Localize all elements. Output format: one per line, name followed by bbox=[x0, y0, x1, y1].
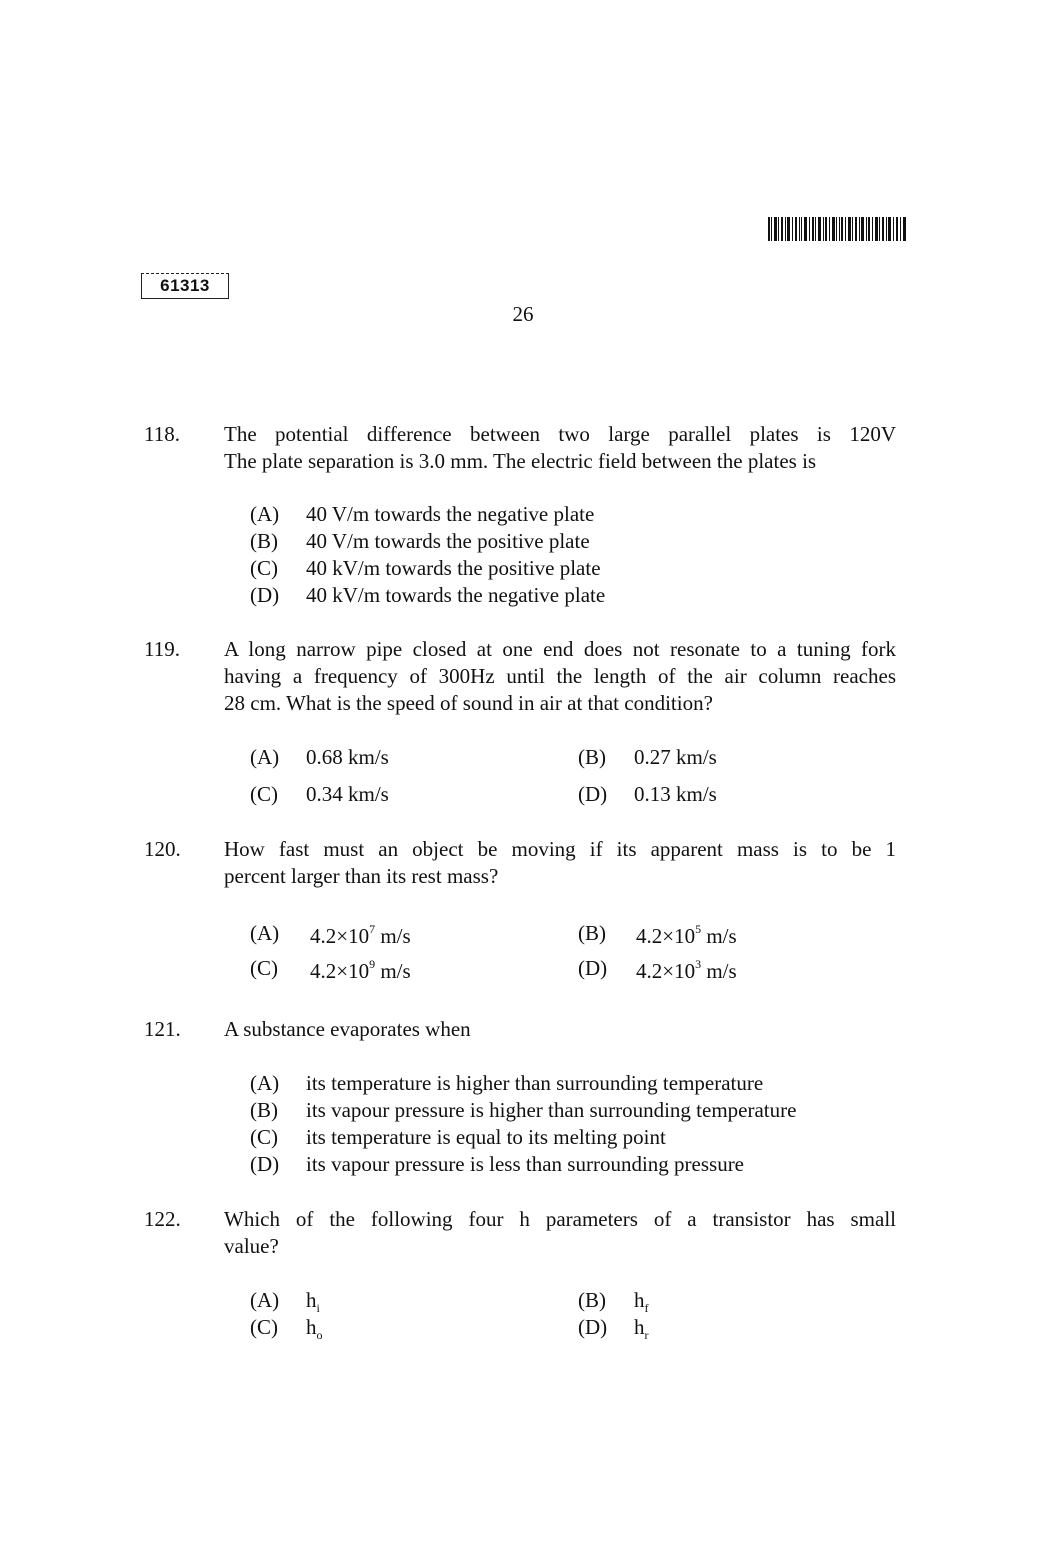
option-text: 40 V/m towards the negative plate bbox=[306, 502, 595, 526]
option-label: (A) bbox=[250, 1071, 280, 1095]
question-line: A substance evaporates when bbox=[224, 1017, 471, 1041]
question-text bbox=[224, 836, 896, 890]
option-label: (C) bbox=[250, 1125, 278, 1149]
param-subscript: i bbox=[316, 1301, 320, 1315]
param-subscript: f bbox=[644, 1301, 649, 1315]
value-exponent: 9 bbox=[369, 957, 376, 971]
option-text: 40 V/m towards the positive plate bbox=[306, 529, 590, 553]
option-text: its vapour pressure is less than surrounding pressure bbox=[306, 1152, 745, 1176]
option-text bbox=[306, 1315, 323, 1340]
param-base: h bbox=[634, 1288, 645, 1312]
option-label: (D) bbox=[578, 782, 608, 806]
option-label: (D) bbox=[578, 956, 608, 980]
question-line: having a frequency of 300Hz until the length of the air column reaches bbox=[224, 664, 896, 688]
question-number: 122. bbox=[144, 1207, 181, 1231]
option-label: (A) bbox=[250, 1288, 280, 1312]
option-label: (B) bbox=[578, 921, 606, 945]
param-base: h bbox=[306, 1315, 317, 1339]
question-line: value? bbox=[224, 1234, 279, 1258]
question-line: 28 cm. What is the speed of sound in air at that condition? bbox=[224, 691, 713, 715]
option-label: (C) bbox=[250, 956, 278, 980]
option-label: (A) bbox=[250, 921, 280, 945]
option-label: (C) bbox=[250, 782, 278, 806]
question-line: The plate separation is 3.0 mm. The electric field between the plates is bbox=[224, 449, 817, 473]
page-number: 26 bbox=[512, 302, 534, 326]
question-line: The potential difference between two large parallel plates is 120V bbox=[224, 422, 896, 446]
question-number: 118. bbox=[144, 422, 180, 446]
option-text bbox=[310, 924, 411, 949]
value-exponent: 7 bbox=[369, 922, 376, 936]
option-label: (B) bbox=[250, 529, 278, 553]
value-base: 4.2×10 bbox=[310, 924, 370, 948]
value-base: 4.2×10 bbox=[310, 959, 370, 983]
option-text: its temperature is equal to its melting point bbox=[306, 1125, 666, 1149]
question-text bbox=[224, 421, 896, 475]
option-label: (B) bbox=[578, 745, 606, 769]
question-line: percent larger than its rest mass? bbox=[224, 864, 499, 888]
value-unit: m/s bbox=[701, 959, 737, 983]
value-base: 4.2×10 bbox=[636, 959, 696, 983]
option-label: (D) bbox=[250, 583, 280, 607]
option-label: (B) bbox=[578, 1288, 606, 1312]
option-label: (A) bbox=[250, 745, 280, 769]
question-line: A long narrow pipe closed at one end does not resonate to a tuning fork bbox=[224, 637, 896, 661]
param-subscript: o bbox=[316, 1328, 323, 1342]
option-label: (C) bbox=[250, 1315, 278, 1339]
option-text: its temperature is higher than surrounding temperature bbox=[306, 1071, 764, 1095]
option-text: 0.34 km/s bbox=[306, 782, 389, 806]
question-line: How fast must an object be moving if its apparent mass is to be 1 bbox=[224, 837, 896, 861]
option-text: 0.13 km/s bbox=[634, 782, 717, 806]
barcode bbox=[768, 217, 906, 241]
question-text bbox=[224, 636, 896, 717]
question-number: 120. bbox=[144, 837, 181, 861]
paper-code: 61313 bbox=[141, 273, 229, 299]
option-text: 40 kV/m towards the positive plate bbox=[306, 556, 601, 580]
option-text: 40 kV/m towards the negative plate bbox=[306, 583, 606, 607]
option-text: 0.68 km/s bbox=[306, 745, 389, 769]
value-unit: m/s bbox=[375, 959, 411, 983]
option-label: (B) bbox=[250, 1098, 278, 1122]
option-text bbox=[306, 1288, 320, 1313]
value-exponent: 3 bbox=[695, 957, 702, 971]
option-text bbox=[310, 959, 411, 984]
option-text bbox=[634, 1315, 649, 1340]
option-text bbox=[636, 924, 737, 949]
option-label: (A) bbox=[250, 502, 280, 526]
value-unit: m/s bbox=[375, 924, 411, 948]
param-subscript: r bbox=[644, 1328, 649, 1342]
option-text: 0.27 km/s bbox=[634, 745, 717, 769]
param-base: h bbox=[634, 1315, 645, 1339]
param-base: h bbox=[306, 1288, 317, 1312]
option-label: (D) bbox=[250, 1152, 280, 1176]
option-text bbox=[634, 1288, 649, 1313]
question-number: 119. bbox=[144, 637, 180, 661]
option-label: (D) bbox=[578, 1315, 608, 1339]
option-label: (C) bbox=[250, 556, 278, 580]
value-unit: m/s bbox=[701, 924, 737, 948]
question-text bbox=[224, 1206, 896, 1260]
question-line: Which of the following four h parameters of a transistor has small bbox=[224, 1207, 896, 1231]
option-text bbox=[636, 959, 737, 984]
value-base: 4.2×10 bbox=[636, 924, 696, 948]
question-text bbox=[224, 1016, 896, 1043]
value-exponent: 5 bbox=[695, 922, 702, 936]
question-number: 121. bbox=[144, 1017, 181, 1041]
option-text: its vapour pressure is higher than surrounding temperature bbox=[306, 1098, 797, 1122]
